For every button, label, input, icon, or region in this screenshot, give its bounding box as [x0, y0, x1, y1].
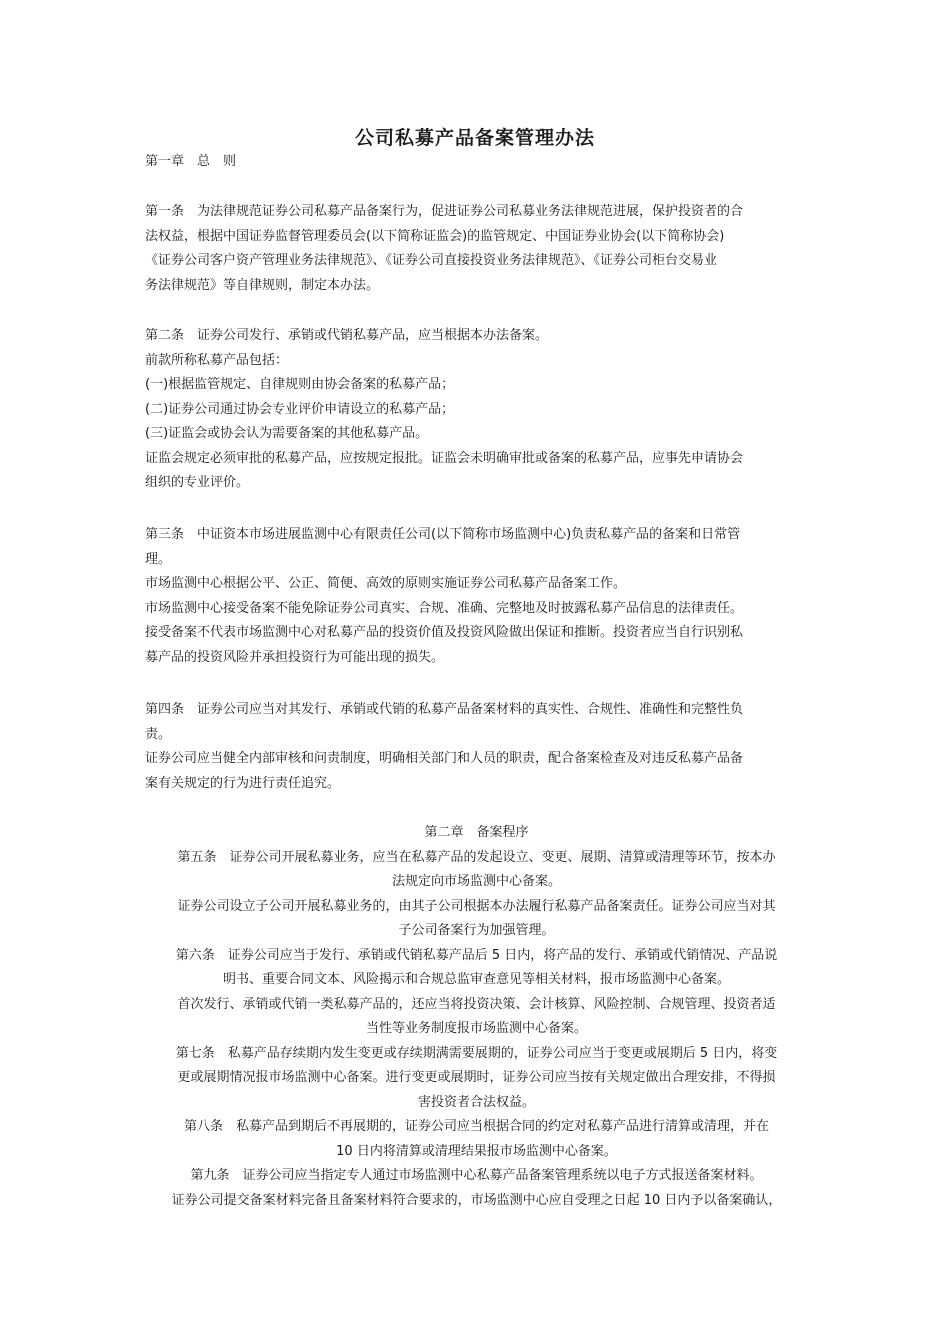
article-1 — [145, 200, 808, 298]
chapter-2-section — [145, 821, 808, 1213]
article-4-line: 案有关规定的行为进行责任追究。 — [145, 775, 341, 791]
article-3-line: 市场监测中心接受备案不能免除证券公司真实、合规、准确、完整地及时披露私募产品信息的法律责任。 — [145, 600, 744, 616]
article-2-line: (一)根据监管规定、自律规则由协会备案的私募产品； — [145, 377, 455, 392]
chapter-1-heading-block — [145, 150, 808, 175]
article-1-line: 法权益，根据中国证券监督管理委员会(以下简称证监会)的监管规定、中国证券业协会(以下简称协会) — [145, 228, 725, 244]
article-3-line: 第三条 中证资本市场进展监测中心有限责任公司(以下简称市场监测中心)负责私募产品的备案和日常管 — [145, 527, 741, 542]
article-1-line: 《证券公司客户资产管理业务法律规范》、《证券公司直接投资业务法律规范》、《证券公司柜台交易业 — [145, 253, 718, 268]
article-line: 当性等业务制度报市场监测中心备案。 — [365, 1021, 587, 1036]
article-2-line: 第二条 证券公司发行、承销或代销私募产品，应当根据本办法备案。 — [145, 328, 549, 343]
article-line: 证券公司设立子公司开展私募业务的，由其子公司根据本办法履行私募产品备案责任。证券公司应当对其 — [177, 898, 776, 914]
article-2-line: 证监会规定必须审批的私募产品，应按规定报批。证监会未明确审批或备案的私募产品，应事先申请协会 — [145, 450, 744, 466]
article-line: 法规定向市场监测中心备案。 — [391, 874, 561, 889]
article-4 — [145, 698, 808, 796]
article-line: 第七条 私募产品存续期内发生变更或存续期满需要展期的，证券公司应当于变更或展期后 5 日内，将变 — [175, 1045, 778, 1061]
article-line: 更或展期情况报市场监测中心备案。进行变更或展期时，证券公司应当按有关规定做出合理安排，不得损 — [177, 1070, 776, 1085]
article-line: 10 日内将清算或清理结果报市场监测中心备案。 — [336, 1143, 617, 1159]
document-title: 公司私募产品备案管理办法 — [354, 127, 595, 149]
article-4-line: 第四条 证券公司应当对其发行、承销或代销的私募产品备案材料的真实性、合规性、准确性和完整性负 — [145, 702, 744, 717]
article-line: 子公司备案行为加强管理。 — [398, 923, 555, 938]
article-line: 害投资者合法权益。 — [417, 1094, 535, 1110]
article-2-line: 前款所称私募产品包括： — [145, 352, 289, 368]
article-3-line: 市场监测中心根据公平、公正、简便、高效的原则实施证券公司私募产品备案工作。 — [145, 576, 627, 591]
article-line: 第五条 证券公司开展私募业务，应当在私募产品的发起设立、变更、展期、清算或清理等环节，按本办 — [177, 849, 776, 865]
article-line: 证券公司提交备案材料完备且备案材料符合要求的，市场监测中心应自受理之日起 10 日内予以备案确认， — [171, 1192, 782, 1208]
chapter-2-heading: 第二章 备案程序 — [424, 825, 529, 840]
article-4-line: 责。 — [145, 726, 172, 742]
article-3 — [145, 523, 808, 670]
article-3-line: 理。 — [145, 551, 172, 567]
article-line: 第九条 证券公司应当指定专人通过市场监测中心私募产品备案管理系统以电子方式报送备案材料。 — [190, 1168, 763, 1183]
article-line: 明书、重要合同文本、风险揭示和合规总监审查意见等相关材料，报市场监测中心备案。 — [222, 972, 730, 987]
article-line: 第六条 证券公司应当于发行、承销或代销私募产品后 5 日内，将产品的发行、承销或代销情况、产品说 — [175, 947, 778, 963]
article-2-line: (三)证监会或协会认为需要备案的其他私募产品。 — [145, 426, 429, 441]
article-2-line: 组织的专业评价。 — [145, 475, 250, 490]
article-3-line: 接受备案不代表市场监测中心对私募产品的投资价值及投资风险做出保证和推断。投资者应当自行识别私 — [145, 625, 744, 640]
article-2-line: (二)证券公司通过协会专业评价申请设立的私募产品； — [145, 401, 455, 417]
article-2 — [145, 324, 808, 496]
chapter-1-heading: 第一章 总 则 — [145, 154, 237, 169]
article-1-line: 第一条 为法律规范证券公司私募产品备案行为，促进证券公司私募业务法律规范进展，保护投资者的合 — [145, 204, 744, 219]
article-line: 第八条 私募产品到期后不再展期的，证券公司应当根据合同的约定对私募产品进行清算或清理，并在 — [183, 1119, 769, 1134]
article-line: 首次发行、承销或代销一类私募产品的，还应当将投资决策、会计核算、风险控制、合规管理、投资者适 — [177, 996, 776, 1012]
article-3-line: 募产品的投资风险并承担投资行为可能出现的损失。 — [145, 649, 445, 665]
article-4-line: 证券公司应当健全内部审核和问责制度，明确相关部门和人员的职责，配合备案检查及对违反私募产品备 — [145, 751, 744, 766]
article-1-line: 务法律规范》等自律规则，制定本办法。 — [145, 277, 380, 293]
